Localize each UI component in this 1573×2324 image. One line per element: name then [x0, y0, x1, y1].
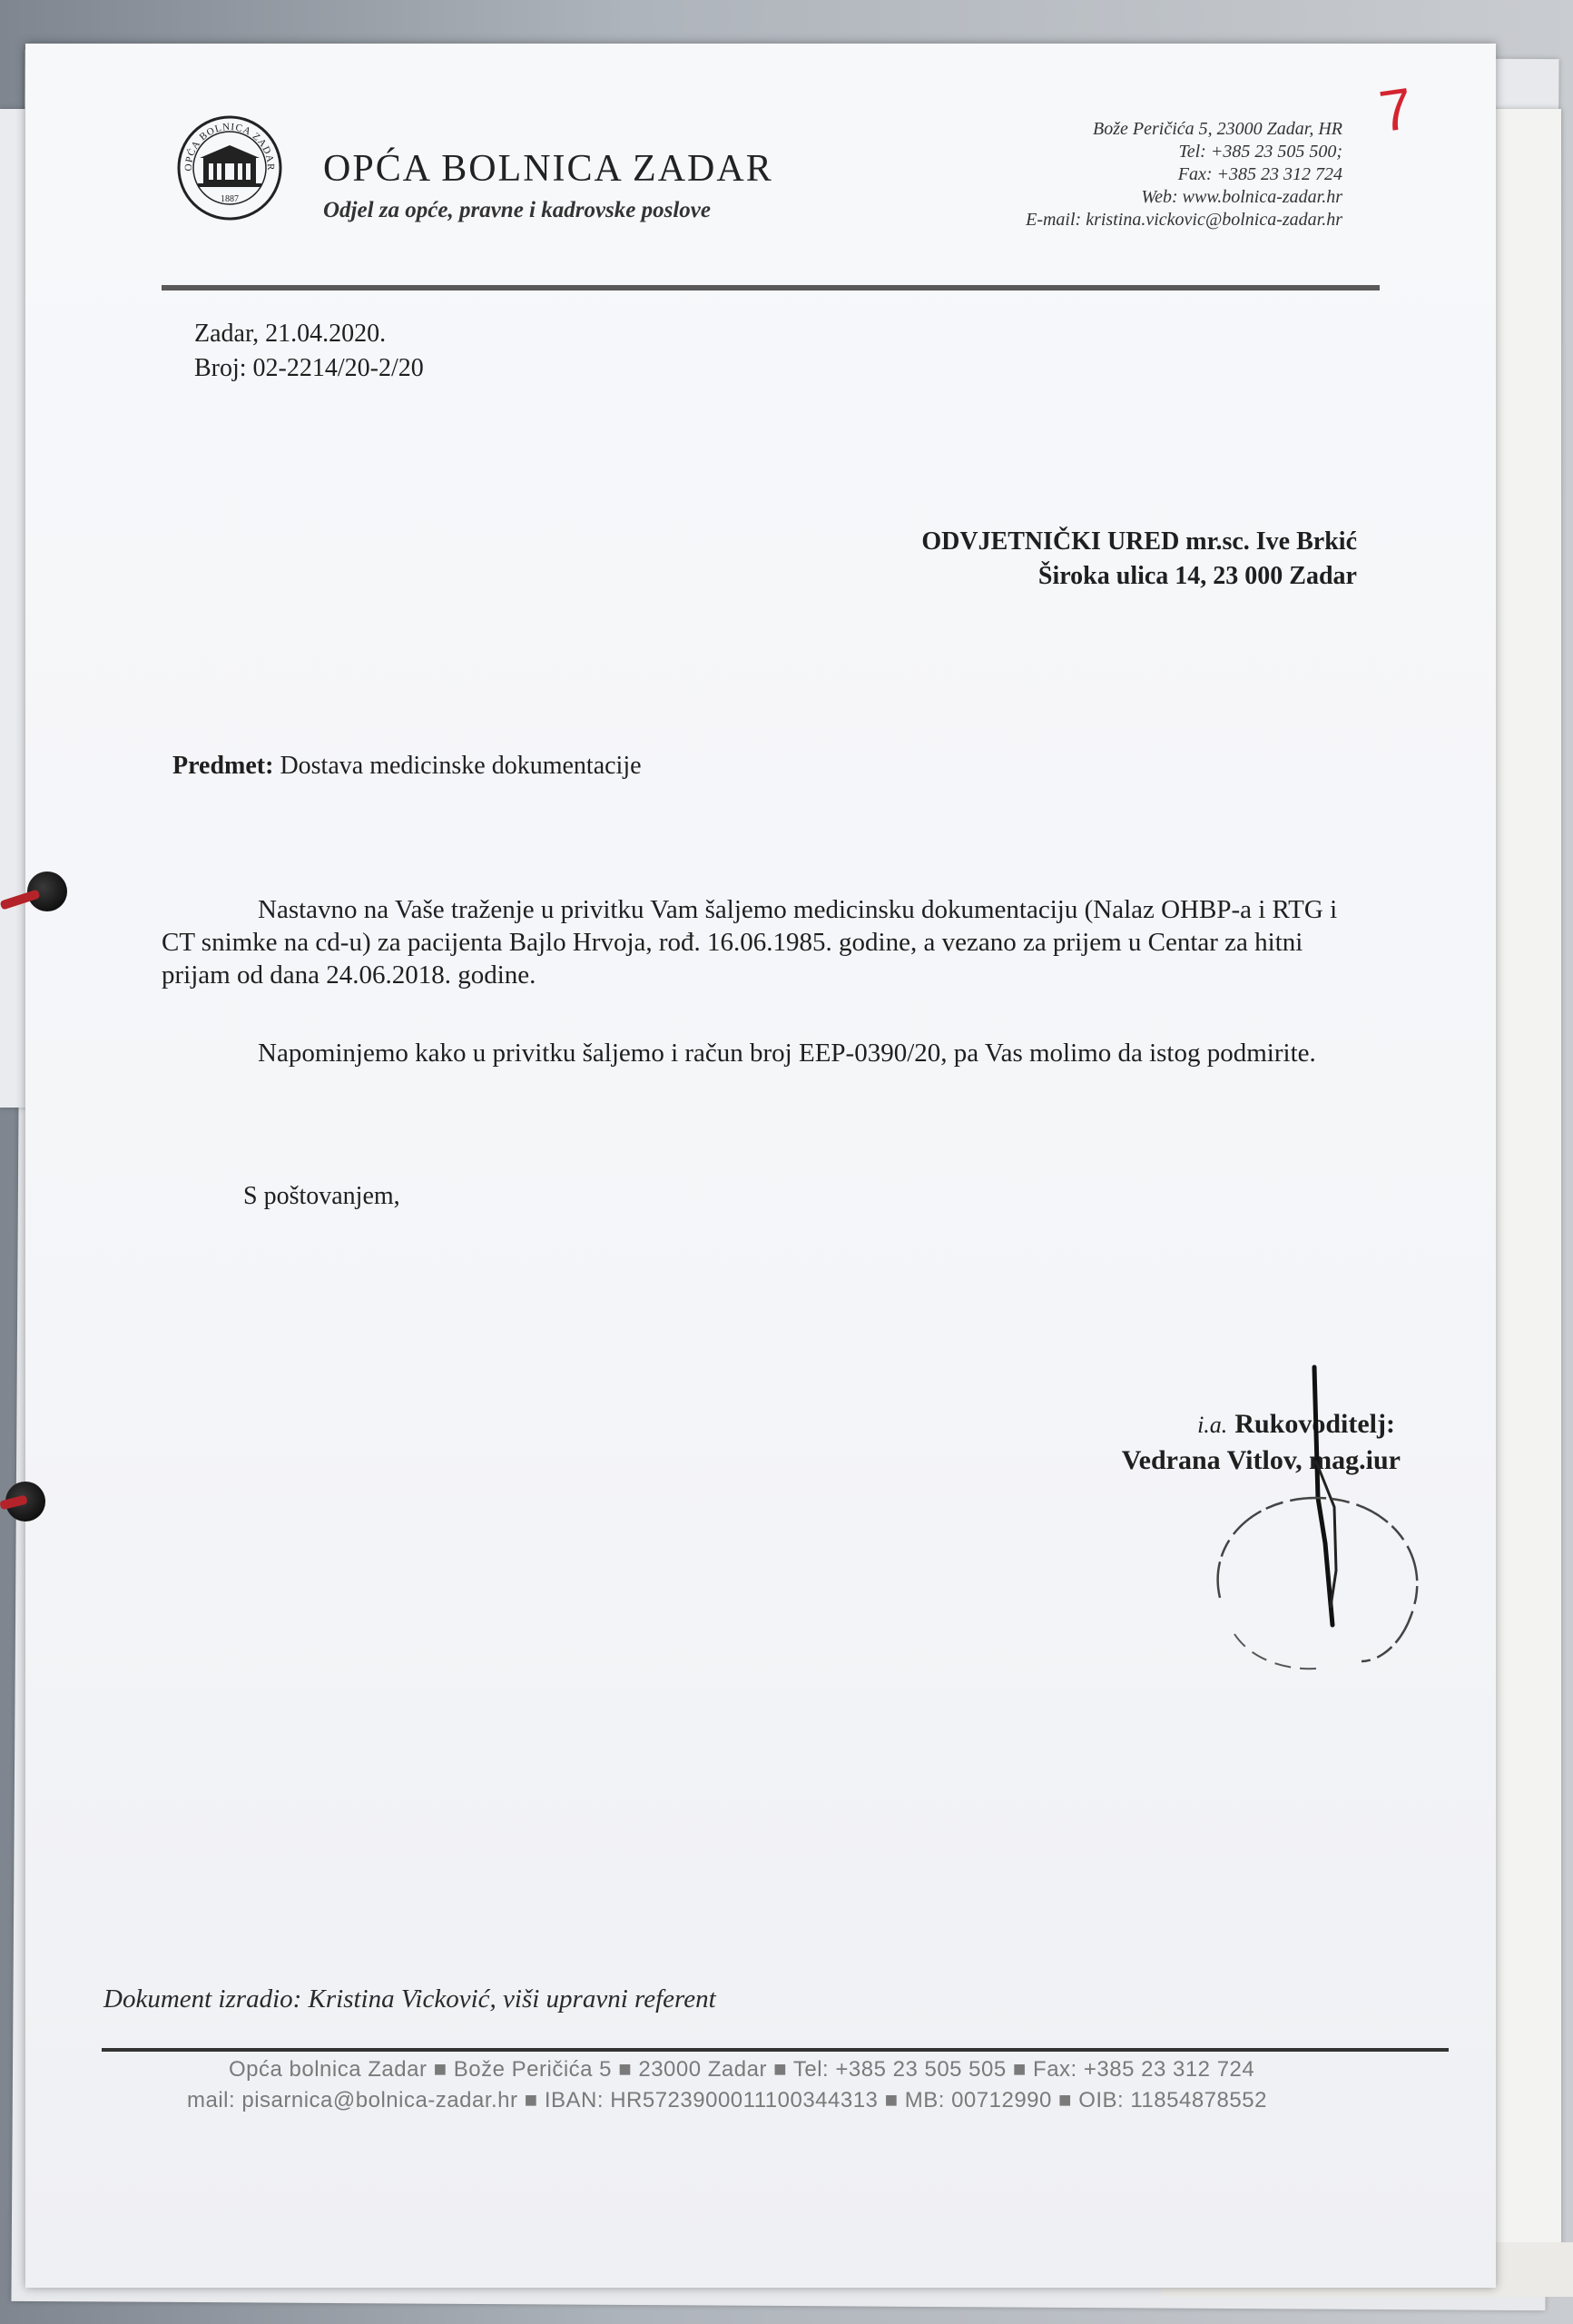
- email-line: E-mail: kristina.vickovic@bolnica-zadar.hr: [1026, 210, 1342, 230]
- handwritten-page-number: 7: [1375, 74, 1417, 145]
- reference-number: Broj: 02-2214/20-2/20: [194, 354, 424, 382]
- footer-bank-line: mail: pisarnica@bolnica-zadar.hr ■ IBAN: HR5723900011100344313 ■ MB: 00712990 ■ OIB: 11854878552: [187, 2088, 1267, 2112]
- recipient-address: Široka ulica 14, 23 000 Zadar: [1037, 562, 1357, 590]
- prepared-by: Dokument izradio: Kristina Vicković, viši upravni referent: [103, 1984, 716, 2014]
- subject-line: [172, 752, 642, 781]
- footer-divider: [102, 2048, 1449, 2052]
- fax-line: Fax: +385 23 312 724: [1177, 164, 1342, 184]
- subject-label: Predmet:: [172, 752, 274, 780]
- phone-line: Tel: +385 23 505 500;: [1178, 142, 1342, 162]
- subject-text: Dostava medicinske dokumentacije: [280, 752, 642, 780]
- recipient-name: ODVJETNIČKI URED mr.sc. Ive Brkić: [921, 527, 1357, 556]
- recipient-block: [921, 525, 1357, 594]
- address-line: Bože Peričića 5, 23000 Zadar, HR: [1093, 119, 1342, 139]
- organization-name: OPĆA BOLNICA ZADAR: [323, 148, 773, 190]
- body-paragraph-1-text: Nastavno na Vaše traženje u privitku Vam šaljemo medicinsku dokumentaciju (Nalaz OHBP-a i RTG i CT snimke na cd-u) za pacijenta Bajlo Hrvoja, rođ. 16.06.1985. godine, a vezano za prijem u Centar za hitni prijam od dana 24.06.2018. godine.: [162, 895, 1338, 990]
- body-paragraph-2: [162, 1037, 1351, 1069]
- contact-block: [1026, 118, 1342, 231]
- signatory-name: Vedrana Vitlov, mag.iur: [1121, 1445, 1401, 1475]
- department-name: Odjel za opće, pravne i kadrovske poslove: [323, 198, 712, 222]
- handwritten-signature: [1198, 1362, 1434, 1689]
- logo-arc-text: OPĆA BOLNICA ZADAR: [182, 121, 277, 172]
- body-paragraph-1: [162, 893, 1351, 991]
- web-line: Web: www.bolnica-zadar.hr: [1141, 187, 1342, 207]
- header-divider: [162, 285, 1380, 290]
- signatory-role-text: Rukovoditelj:: [1234, 1409, 1395, 1439]
- footer-contact-line: Opća bolnica Zadar ■ Bože Peričića 5 ■ 23000 Zadar ■ Tel: +385 23 505 505 ■ Fax: +385 23 312 724: [229, 2057, 1255, 2082]
- logo-year: 1887: [221, 194, 239, 204]
- closing-salutation: S poštovanjem,: [243, 1182, 400, 1210]
- place-date: Zadar, 21.04.2020.: [194, 320, 387, 348]
- body-paragraph-2-text: Napominjemo kako u privitku šaljemo i račun broj EEP-0390/20, pa Vas molimo da istog podmirite.: [258, 1039, 1316, 1068]
- hospital-logo-icon: [176, 114, 283, 222]
- signature-prefix: i.a.: [1197, 1412, 1228, 1438]
